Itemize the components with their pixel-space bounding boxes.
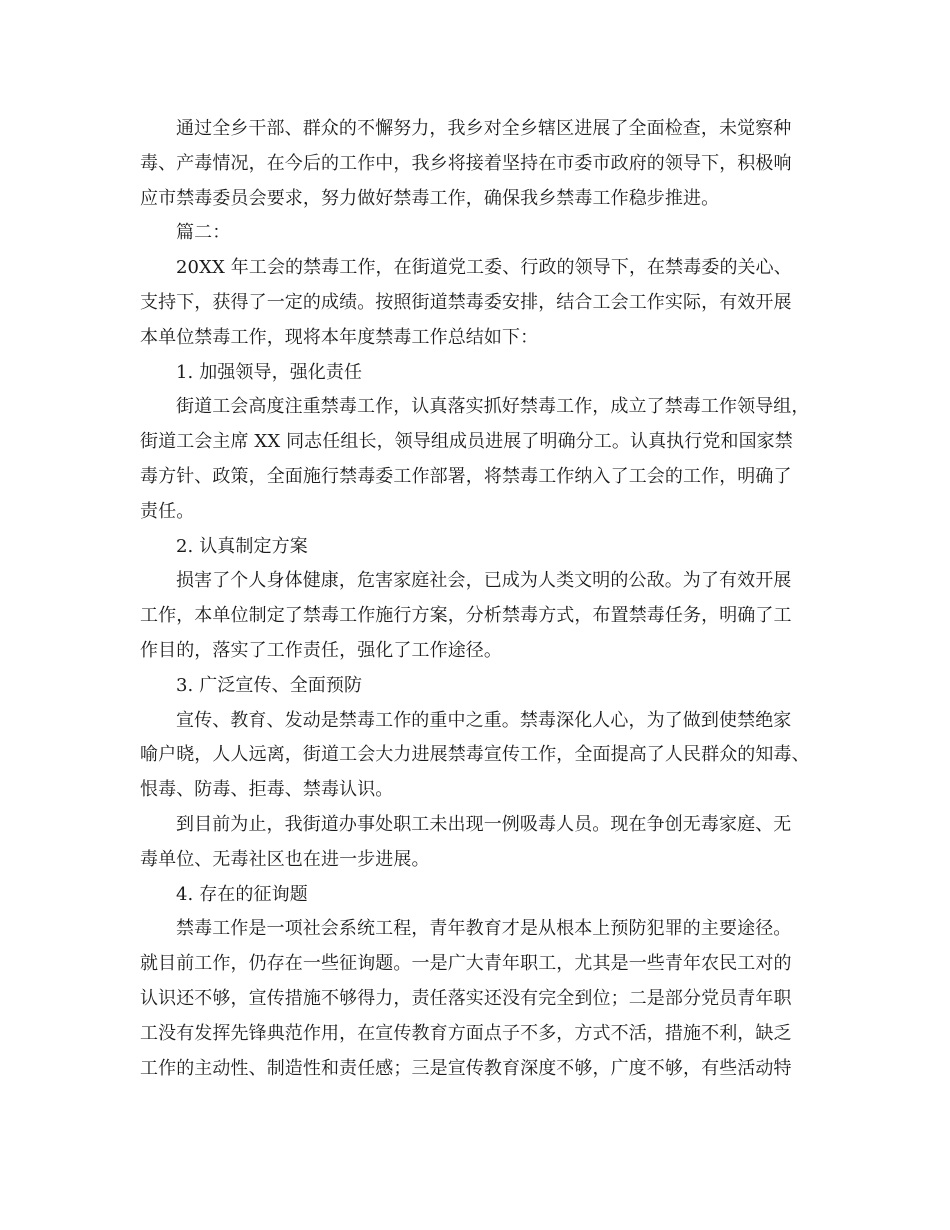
- paragraph: [140, 112, 830, 216]
- text-line: 工作的主动性、制造性和责任感；三是宣传教育深度不够，广度不够，有些活动特: [140, 1057, 792, 1079]
- text-line: 宣传、教育、发动是禁毒工作的重中之重。禁毒深化人心，为了做到使禁绝家: [176, 709, 792, 731]
- text-line: 本单位禁毒工作，现将本年度禁毒工作总结如下：: [140, 326, 539, 348]
- paragraph: [140, 878, 830, 913]
- text-line: 通过全乡干部、群众的不懈努力，我乡对全乡辖区进展了全面检查，未觉察种: [176, 118, 792, 139]
- text-line: 恨毒、防毒、拒毒、禁毒认识。: [140, 779, 394, 801]
- paragraph: [140, 390, 830, 529]
- text-line: 3. 广泛宣传、全面预防: [176, 674, 363, 696]
- text-line: 到目前为止，我街道办事处职工未出现一例吸毒人员。现在争创无毒家庭、无: [176, 813, 792, 835]
- paragraph: [140, 251, 830, 355]
- text-line: 就目前工作，仍存在一些征询题。一是广大青年职工，尤其是一些青年农民工对的: [140, 953, 792, 975]
- text-line: 工作，本单位制定了禁毒工作施行方案，分析禁毒方式，布置禁毒任务，明确了工: [140, 605, 792, 627]
- text-line: 4. 存在的征询题: [176, 883, 308, 905]
- text-line: 应市禁毒委员会要求，努力做好禁毒工作，确保我乡禁毒工作稳步推进。: [140, 187, 720, 209]
- text-line: 街道工会高度注重禁毒工作，认真落实抓好禁毒工作，成立了禁毒工作领导组，: [176, 396, 810, 418]
- paragraph: [140, 912, 830, 1086]
- text-line: 工没有发挥先锋典范作用，在宣传教育方面点子不多，方式不活，措施不利，缺乏: [140, 1022, 792, 1044]
- text-line: 毒单位、无毒社区也在进一步进展。: [140, 848, 430, 870]
- text-line: 损害了个人身体健康，危害家庭社会，已成为人类文明的公敌。为了有效开展: [176, 570, 792, 592]
- paragraph: [140, 564, 830, 668]
- text-line: 20XX 年工会的禁毒工作，在街道党工委、行政的领导下，在禁毒委的关心、: [176, 257, 792, 279]
- document-body: [140, 112, 830, 1086]
- text-line: 认识还不够，宣传措施不够得力，责任落实还没有完全到位；二是部分党员青年职: [140, 987, 792, 1009]
- text-line: 街道工会主席 XX 同志任组长，领导组成员进展了明确分工。认真执行党和国家禁: [140, 431, 793, 453]
- text-line: 1. 加强领导，强化责任: [176, 361, 363, 383]
- text-line: 2. 认真制定方案: [176, 535, 308, 557]
- text-line: 毒、产毒情况，在今后的工作中，我乡将接着坚持在市委市政府的领导下，积极响: [140, 152, 792, 174]
- text-line: 喻户晓，人人远离，街道工会大力进展禁毒宣传工作，全面提高了人民群众的知毒、: [140, 744, 810, 766]
- paragraph: [140, 530, 830, 565]
- paragraph: [140, 356, 830, 391]
- text-line: 毒方针、政策，全面施行禁毒委工作部署，将禁毒工作纳入了工会的工作，明确了: [140, 465, 792, 487]
- text-line: 作目的，落实了工作责任，强化了工作途径。: [140, 639, 502, 661]
- text-line: 支持下，获得了一定的成绩。按照街道禁毒委安排，结合工会工作实际，有效开展: [140, 291, 792, 313]
- text-line: 责任。: [140, 500, 195, 522]
- paragraph: [140, 216, 830, 251]
- paragraph: [140, 808, 830, 878]
- text-line: 篇二：: [176, 222, 231, 244]
- paragraph: [140, 704, 830, 808]
- paragraph: [140, 669, 830, 704]
- text-line: 禁毒工作是一项社会系统工程，青年教育才是从根本上预防犯罪的主要途径。: [176, 918, 792, 940]
